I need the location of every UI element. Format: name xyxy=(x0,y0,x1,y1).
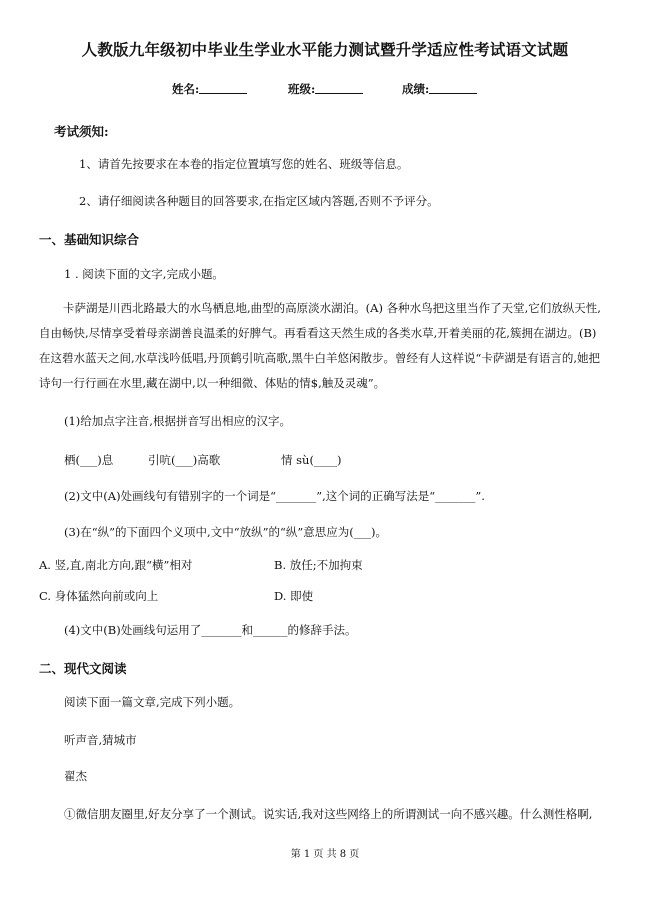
passage-line: 在这碧水蓝天之间,水草浅吟低唱,丹顶鹤引吭高歌,黑牛白羊悠闲散步。曾经有人这样说“卡萨湖是有语言的,她把 xyxy=(39,351,600,365)
page-footer: 第 1 页 共 8 页 xyxy=(290,849,360,860)
notice-heading: 考试须知: xyxy=(54,124,109,139)
name-field xyxy=(172,81,247,97)
class-blank xyxy=(315,82,363,94)
passage-line: 自由畅快,尽情享受着母亲湖善良温柔的好脾气。再看看这天然生成的各类水草,开着美丽的花,簇拥在湖边。(B) xyxy=(39,326,597,340)
name-blank xyxy=(199,82,247,94)
sub-question-4: (4)文中(B)处画线句运用了_______和______的修辞手法。 xyxy=(64,623,357,637)
exam-title: 人教版九年级初中毕业生学业水平能力测试暨升学适应性考试语文试题 xyxy=(81,40,569,59)
reading-intro: 阅读下面一篇文章,完成下列小题。 xyxy=(64,695,241,709)
section-heading: 二、现代文阅读 xyxy=(39,661,127,676)
notice-item: 2、请仔细阅读各种题目的回答要求,在指定区域内答题,否则不予评分。 xyxy=(79,194,439,208)
notice-item: 1、请首先按要求在本卷的指定位置填写您的姓名、班级等信息。 xyxy=(79,157,409,171)
option-d: D. 即使 xyxy=(274,589,314,603)
option-a: A. 竖,直,南北方向,跟“横”相对 xyxy=(39,558,193,572)
class-field xyxy=(288,81,363,97)
name-label: 姓名: xyxy=(172,82,200,96)
passage xyxy=(39,296,601,396)
article-first-line: ①微信朋友圈里,好友分享了一个测试。说实话,我对这些网络上的所谓测试一向不感兴趣。什么测性格啊, xyxy=(64,807,593,821)
pinyin-item: 栖(___)息 xyxy=(64,453,114,467)
option-b: B. 放任;不加拘束 xyxy=(274,558,363,572)
article-title: 听声音,猜城市 xyxy=(64,733,137,747)
score-label: 成绩: xyxy=(402,82,430,96)
score-blank xyxy=(429,82,477,94)
section-heading: 一、基础知识综合 xyxy=(39,232,140,247)
score-field xyxy=(402,81,477,97)
question-intro: 1 . 阅读下面的文字,完成小题。 xyxy=(64,267,224,281)
sub-question-3: (3)在“纵”的下面四个义项中,文中“放纵”的“纵”意思应为(___)。 xyxy=(64,525,387,539)
article-author: 翟杰 xyxy=(64,769,87,783)
passage-line: 卡萨湖是川西北路最大的水鸟栖息地,曲型的高原淡水湖泊。(A) 各种水鸟把这里当作了天堂,它们放纵天性, xyxy=(63,301,601,315)
pinyin-item: 情 sù(____) xyxy=(281,453,342,467)
pinyin-item: 引吭(___)高歌 xyxy=(148,453,221,467)
class-label: 班级: xyxy=(288,82,316,96)
sub-question-1: (1)给加点字注音,根据拼音写出相应的汉字。 xyxy=(64,414,291,428)
passage-line: 诗句一行行画在水里,藏在湖中,以一种细微、体贴的情$,触及灵魂”。 xyxy=(39,376,386,390)
option-c: C. 身体猛然向前或向上 xyxy=(39,589,159,603)
sub-question-2: (2)文中(A)处画线句有错别字的一个词是“_______”,这个词的正确写法是“_______”. xyxy=(64,489,485,503)
